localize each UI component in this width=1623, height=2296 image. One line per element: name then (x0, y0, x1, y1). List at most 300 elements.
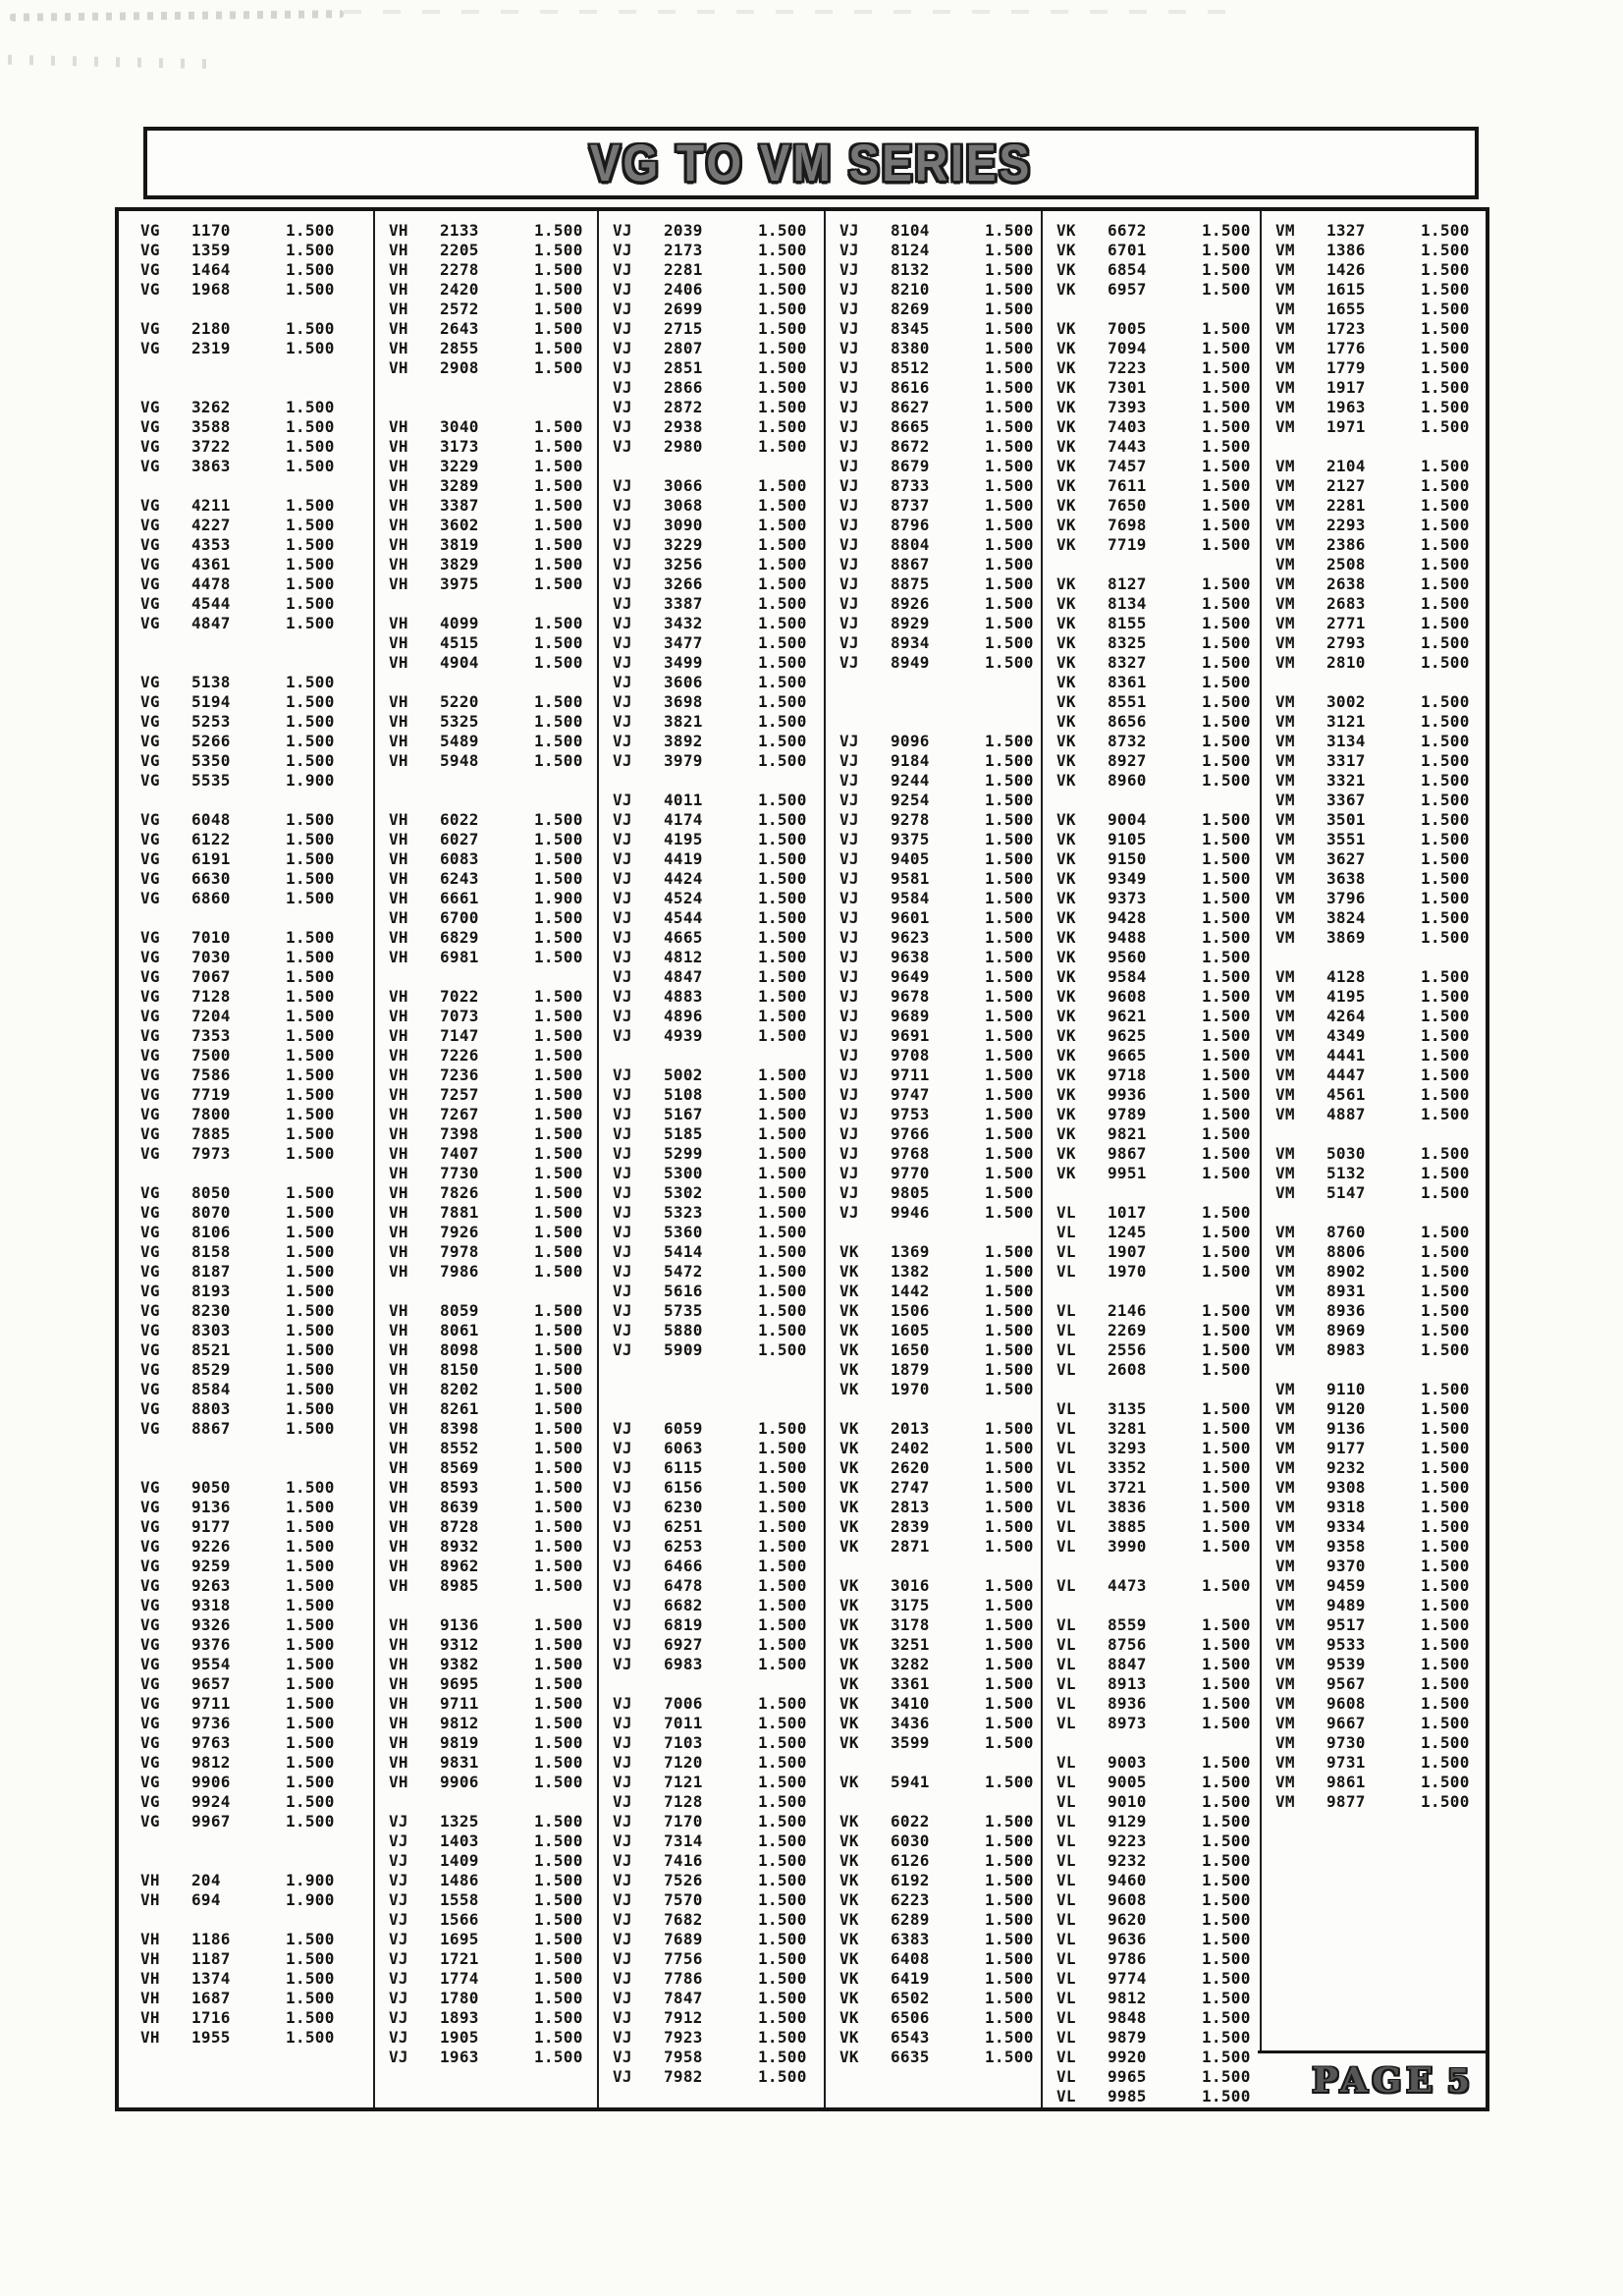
serial-number: 7301 (1108, 378, 1147, 397)
table-row (839, 1930, 1041, 1949)
serial-number: 2556 (1108, 1340, 1147, 1359)
price-value: 1.500 (1421, 928, 1470, 947)
price-value: 1.500 (1421, 1046, 1470, 1065)
serial-number: 9177 (1326, 1439, 1366, 1457)
table-row (389, 1458, 597, 1478)
series-prefix: VL (1056, 1773, 1076, 1791)
price-value: 1.500 (1202, 1851, 1251, 1870)
price-value: 1.500 (1421, 260, 1470, 279)
series-prefix: VH (389, 908, 408, 927)
series-prefix: VK (839, 1321, 859, 1339)
price-value: 1.500 (1421, 712, 1470, 731)
table-row (140, 810, 373, 830)
table-row (1275, 457, 1486, 476)
price-value: 1.500 (1202, 1969, 1251, 1988)
group-spacer (1056, 1557, 1260, 1576)
table-row (389, 1007, 597, 1026)
series-prefix: VM (1275, 791, 1295, 809)
table-row (1275, 1399, 1486, 1419)
serial-number: 8985 (440, 1576, 479, 1595)
serial-number: 1442 (891, 1282, 930, 1300)
table-row (140, 1596, 373, 1615)
price-value: 1.500 (1421, 869, 1470, 888)
series-prefix: VJ (839, 535, 859, 554)
table-row (1275, 1085, 1486, 1105)
table-row (1275, 358, 1486, 378)
price-value: 1.500 (1421, 417, 1470, 436)
series-prefix: VM (1275, 633, 1295, 652)
serial-number: 9861 (1326, 1773, 1366, 1791)
serial-number: 8584 (191, 1380, 231, 1398)
serial-number: 8867 (891, 555, 930, 574)
series-prefix: VK (839, 1301, 859, 1320)
series-prefix: VJ (839, 1085, 859, 1104)
serial-number: 5147 (1326, 1183, 1366, 1202)
series-prefix: VG (140, 1773, 160, 1791)
serial-number: 7170 (664, 1812, 703, 1831)
series-prefix: VJ (613, 319, 632, 338)
table-row (613, 300, 824, 319)
table-row (1056, 1419, 1260, 1439)
price-value: 1.500 (985, 496, 1034, 515)
series-prefix: VG (140, 594, 160, 613)
table-row (389, 1380, 597, 1399)
price-value: 1.500 (1421, 1380, 1470, 1398)
price-value: 1.500 (758, 1812, 807, 1831)
serial-number: 9581 (891, 869, 930, 888)
serial-number: 2402 (891, 1439, 930, 1457)
table-row (613, 1498, 824, 1517)
table-row (1056, 908, 1260, 928)
price-value: 1.500 (1421, 967, 1470, 986)
serial-number: 5194 (191, 692, 231, 711)
table-row (140, 987, 373, 1007)
table-row (140, 1517, 373, 1537)
price-value: 1.500 (985, 849, 1034, 868)
table-row (1056, 1498, 1260, 1517)
serial-number: 9334 (1326, 1517, 1366, 1536)
table-row (140, 1655, 373, 1674)
serial-number: 8927 (1108, 751, 1147, 770)
serial-number: 9821 (1108, 1124, 1147, 1143)
price-value: 1.500 (985, 260, 1034, 279)
series-prefix: VJ (613, 1576, 632, 1595)
series-prefix: VH (140, 1989, 160, 2007)
serial-number: 6048 (191, 810, 231, 829)
serial-number: 7978 (440, 1242, 479, 1261)
serial-number: 8193 (191, 1282, 231, 1300)
page-title: VG TO VM SERIES (589, 134, 1033, 192)
table-row (613, 2028, 824, 2048)
serial-number: 4812 (664, 948, 703, 966)
serial-number: 8551 (1108, 692, 1147, 711)
series-prefix: VK (1056, 476, 1076, 495)
group-spacer (1056, 555, 1260, 574)
serial-number: 2938 (664, 417, 703, 436)
table-row (1056, 1871, 1260, 1890)
table-row (1056, 1694, 1260, 1714)
table-row (613, 908, 824, 928)
series-prefix: VH (389, 712, 408, 731)
header-box (143, 127, 1479, 199)
group-spacer (1275, 437, 1486, 457)
price-value: 1.500 (286, 457, 335, 475)
serial-number: 2572 (440, 300, 479, 318)
price-value: 1.500 (286, 732, 335, 750)
serial-number: 4424 (664, 869, 703, 888)
serial-number: 6957 (1108, 280, 1147, 299)
series-prefix: VG (140, 1340, 160, 1359)
serial-number: 1695 (440, 1930, 479, 1948)
series-prefix: VH (389, 889, 408, 907)
serial-number: 8132 (891, 260, 930, 279)
table-row (839, 1124, 1041, 1144)
table-row (839, 2028, 1041, 2048)
table-row (1056, 673, 1260, 692)
serial-number: 7121 (664, 1773, 703, 1791)
price-value: 1.500 (286, 1930, 335, 1948)
table-row (389, 1930, 597, 1949)
series-prefix: VH (389, 574, 408, 593)
price-value: 1.500 (985, 1517, 1034, 1536)
table-row (613, 1007, 824, 1026)
serial-number: 9405 (891, 849, 930, 868)
serial-number: 9096 (891, 732, 930, 750)
series-prefix: VK (839, 1282, 859, 1300)
price-value: 1.500 (758, 1615, 807, 1634)
table-row (389, 1773, 597, 1792)
price-value: 1.500 (1421, 1596, 1470, 1614)
serial-number: 7128 (664, 1792, 703, 1811)
table-row (613, 987, 824, 1007)
table-row (389, 1871, 597, 1890)
price-value: 1.500 (758, 1576, 807, 1595)
table-row (613, 241, 824, 260)
serial-number: 7407 (440, 1144, 479, 1163)
price-value: 1.500 (985, 1046, 1034, 1065)
price-value: 1.500 (985, 1910, 1034, 1929)
serial-number: 9708 (891, 1046, 930, 1065)
price-value: 1.500 (985, 358, 1034, 377)
series-prefix: VJ (613, 1223, 632, 1241)
price-value: 1.500 (534, 1812, 583, 1831)
serial-number: 9312 (440, 1635, 479, 1654)
serial-number: 5132 (1326, 1164, 1366, 1182)
price-value: 1.500 (1202, 1419, 1251, 1438)
series-prefix: VK (839, 1498, 859, 1516)
serial-number: 6983 (664, 1655, 703, 1673)
price-value: 1.500 (758, 1085, 807, 1104)
price-value: 1.500 (758, 1203, 807, 1222)
series-prefix: VH (140, 1949, 160, 1968)
series-prefix: VK (1056, 869, 1076, 888)
table-row (1056, 948, 1260, 967)
table-row (839, 633, 1041, 653)
table-row (839, 928, 1041, 948)
table-row (389, 260, 597, 280)
series-prefix: VK (1056, 437, 1076, 456)
serial-number: 9766 (891, 1124, 930, 1143)
series-prefix: VJ (613, 1282, 632, 1300)
series-prefix: VJ (613, 1183, 632, 1202)
series-prefix: VH (389, 1537, 408, 1556)
table-row (1275, 633, 1486, 653)
series-prefix: VH (389, 1340, 408, 1359)
table-row (140, 948, 373, 967)
table-row (1056, 967, 1260, 987)
price-value: 1.500 (534, 1714, 583, 1732)
price-value: 1.500 (985, 810, 1034, 829)
table-row (1056, 751, 1260, 771)
series-prefix: VL (1056, 1203, 1076, 1222)
price-value: 1.500 (985, 1321, 1034, 1339)
price-value: 1.500 (985, 457, 1034, 475)
table-row (613, 1753, 824, 1773)
table-row (1275, 908, 1486, 928)
price-value: 1.500 (985, 1871, 1034, 1889)
price-value: 1.500 (1421, 1635, 1470, 1654)
price-value: 1.500 (286, 810, 335, 829)
serial-number: 7973 (191, 1144, 231, 1163)
price-value: 1.500 (1202, 1301, 1251, 1320)
price-value: 1.500 (286, 260, 335, 279)
series-prefix: VM (1275, 732, 1295, 750)
serial-number: 9460 (1108, 1871, 1147, 1889)
table-row (140, 830, 373, 849)
table-row (839, 1321, 1041, 1340)
serial-number: 6122 (191, 830, 231, 848)
series-prefix: VL (1056, 1517, 1076, 1536)
table-row (389, 1949, 597, 1969)
price-value: 1.500 (1202, 633, 1251, 652)
series-prefix: VJ (839, 1124, 859, 1143)
price-value: 1.500 (1421, 319, 1470, 338)
serial-number: 1971 (1326, 417, 1366, 436)
serial-number: 7885 (191, 1124, 231, 1143)
series-prefix: VG (140, 535, 160, 554)
table-row (1275, 1458, 1486, 1478)
table-row (1275, 1714, 1486, 1733)
series-prefix: VG (140, 751, 160, 770)
table-row (613, 2008, 824, 2028)
series-prefix: VJ (613, 653, 632, 672)
series-prefix: VM (1275, 1085, 1295, 1104)
price-value: 1.500 (286, 417, 335, 436)
series-prefix: VH (389, 339, 408, 357)
price-value: 1.500 (758, 1871, 807, 1889)
serial-number: 8327 (1108, 653, 1147, 672)
table-row (389, 1046, 597, 1066)
price-value: 1.500 (1202, 1085, 1251, 1104)
table-row (839, 221, 1041, 241)
price-value: 1.500 (534, 1223, 583, 1241)
serial-number: 9488 (1108, 928, 1147, 947)
series-prefix: VJ (839, 1183, 859, 1202)
table-row (1056, 1753, 1260, 1773)
series-prefix: VG (140, 1046, 160, 1065)
serial-number: 4349 (1326, 1026, 1366, 1045)
serial-number: 2205 (440, 241, 479, 259)
price-value: 1.500 (1202, 1890, 1251, 1909)
group-spacer (839, 1223, 1041, 1242)
serial-number: 5323 (664, 1203, 703, 1222)
price-value: 1.500 (534, 319, 583, 338)
series-prefix: VH (389, 1301, 408, 1320)
table-row (839, 1105, 1041, 1124)
series-prefix: VG (140, 1321, 160, 1339)
series-prefix: VH (389, 830, 408, 848)
price-value: 1.500 (985, 1576, 1034, 1595)
serial-number: 1905 (440, 2028, 479, 2047)
price-value: 1.500 (985, 1930, 1034, 1948)
serial-number: 3588 (191, 417, 231, 436)
series-prefix: VM (1275, 908, 1295, 927)
serial-number: 3175 (891, 1596, 930, 1614)
serial-number: 1187 (191, 1949, 231, 1968)
serial-number: 1968 (191, 280, 231, 299)
serial-number: 1721 (440, 1949, 479, 1968)
table-row (1056, 692, 1260, 712)
table-row (140, 869, 373, 889)
price-value: 1.500 (1421, 574, 1470, 593)
table-row (140, 673, 373, 692)
price-value: 1.500 (758, 2028, 807, 2047)
price-value: 1.500 (1421, 1733, 1470, 1752)
series-prefix: VJ (613, 1517, 632, 1536)
price-value: 1.500 (1202, 535, 1251, 554)
series-prefix: VG (140, 1517, 160, 1536)
table-row (839, 1164, 1041, 1183)
series-prefix: VH (389, 1439, 408, 1457)
serial-number: 1486 (440, 1871, 479, 1889)
table-row (1275, 987, 1486, 1007)
series-prefix: VL (1056, 1753, 1076, 1772)
series-prefix: VH (389, 614, 408, 632)
series-prefix: VH (389, 653, 408, 672)
serial-number: 8325 (1108, 633, 1147, 652)
table-row (839, 1812, 1041, 1831)
price-value: 1.500 (758, 1792, 807, 1811)
serial-number: 1186 (191, 1930, 231, 1948)
series-prefix: VK (839, 2048, 859, 2066)
group-spacer (1275, 1360, 1486, 1380)
table-row (1056, 810, 1260, 830)
serial-number: 7786 (664, 1969, 703, 1988)
series-prefix: VJ (613, 417, 632, 436)
serial-number: 5302 (664, 1183, 703, 1202)
series-prefix: VG (140, 437, 160, 456)
table-row (140, 1124, 373, 1144)
serial-number: 1325 (440, 1812, 479, 1831)
table-row (1056, 1615, 1260, 1635)
series-prefix: VJ (613, 1773, 632, 1791)
serial-number: 1464 (191, 260, 231, 279)
series-prefix: VH (140, 2028, 160, 2047)
series-prefix: VG (140, 732, 160, 750)
table-row (1056, 2067, 1260, 2087)
price-value: 1.500 (534, 1046, 583, 1065)
table-row (389, 889, 597, 908)
price-value: 1.500 (758, 241, 807, 259)
serial-number: 8230 (191, 1301, 231, 1320)
group-spacer (613, 457, 824, 476)
series-prefix: VL (1056, 1478, 1076, 1497)
table-row (140, 1714, 373, 1733)
serial-number: 8398 (440, 1419, 479, 1438)
series-prefix: VJ (389, 2048, 408, 2066)
price-value: 1.500 (985, 574, 1034, 593)
table-row (613, 280, 824, 300)
price-value: 1.500 (758, 1694, 807, 1713)
price-value: 1.500 (1202, 1635, 1251, 1654)
table-row (613, 1989, 824, 2008)
group-spacer (140, 1164, 373, 1183)
series-prefix: VH (389, 1773, 408, 1791)
table-row (1275, 1066, 1486, 1085)
price-value: 1.500 (1202, 516, 1251, 534)
table-row (389, 1576, 597, 1596)
price-value: 1.500 (1202, 673, 1251, 691)
table-row (839, 1851, 1041, 1871)
table-row (140, 260, 373, 280)
series-prefix: VJ (613, 1203, 632, 1222)
serial-number: 8569 (440, 1458, 479, 1477)
price-value: 1.500 (1202, 2048, 1251, 2066)
price-value: 1.500 (985, 614, 1034, 632)
series-prefix: VK (1056, 221, 1076, 240)
table-row (613, 1812, 824, 1831)
series-prefix: VM (1275, 1792, 1295, 1811)
price-value: 1.500 (534, 1105, 583, 1123)
price-value: 1.500 (534, 1301, 583, 1320)
price-value: 1.500 (758, 476, 807, 495)
serial-number: 9459 (1326, 1576, 1366, 1595)
series-prefix: VM (1275, 1046, 1295, 1065)
serial-number: 8261 (440, 1399, 479, 1418)
series-prefix: VM (1275, 496, 1295, 515)
price-value: 1.500 (1202, 614, 1251, 632)
series-prefix: VH (389, 535, 408, 554)
serial-number: 2839 (891, 1517, 930, 1536)
table-row (1056, 1007, 1260, 1026)
series-prefix: VG (140, 516, 160, 534)
serial-number: 1017 (1108, 1203, 1147, 1222)
serial-number: 9763 (191, 1733, 231, 1752)
serial-number: 3436 (891, 1714, 930, 1732)
price-value: 1.500 (985, 339, 1034, 357)
price-value: 1.500 (758, 1635, 807, 1654)
serial-number: 2793 (1326, 633, 1366, 652)
serial-number: 6635 (891, 2048, 930, 2066)
table-row (1275, 260, 1486, 280)
price-value: 1.500 (534, 1164, 583, 1182)
serial-number: 8847 (1108, 1655, 1147, 1673)
serial-number: 6126 (891, 1851, 930, 1870)
series-prefix: VM (1275, 378, 1295, 397)
series-prefix: VJ (613, 732, 632, 750)
price-value: 1.500 (534, 300, 583, 318)
price-value: 1.500 (1421, 555, 1470, 574)
serial-number: 3824 (1326, 908, 1366, 927)
table-row (1275, 830, 1486, 849)
price-value: 1.500 (534, 653, 583, 672)
series-prefix: VM (1275, 457, 1295, 475)
serial-number: 8926 (891, 594, 930, 613)
series-prefix: VH (389, 732, 408, 750)
series-prefix: VM (1275, 614, 1295, 632)
serial-number: 9601 (891, 908, 930, 927)
table-row (389, 1026, 597, 1046)
